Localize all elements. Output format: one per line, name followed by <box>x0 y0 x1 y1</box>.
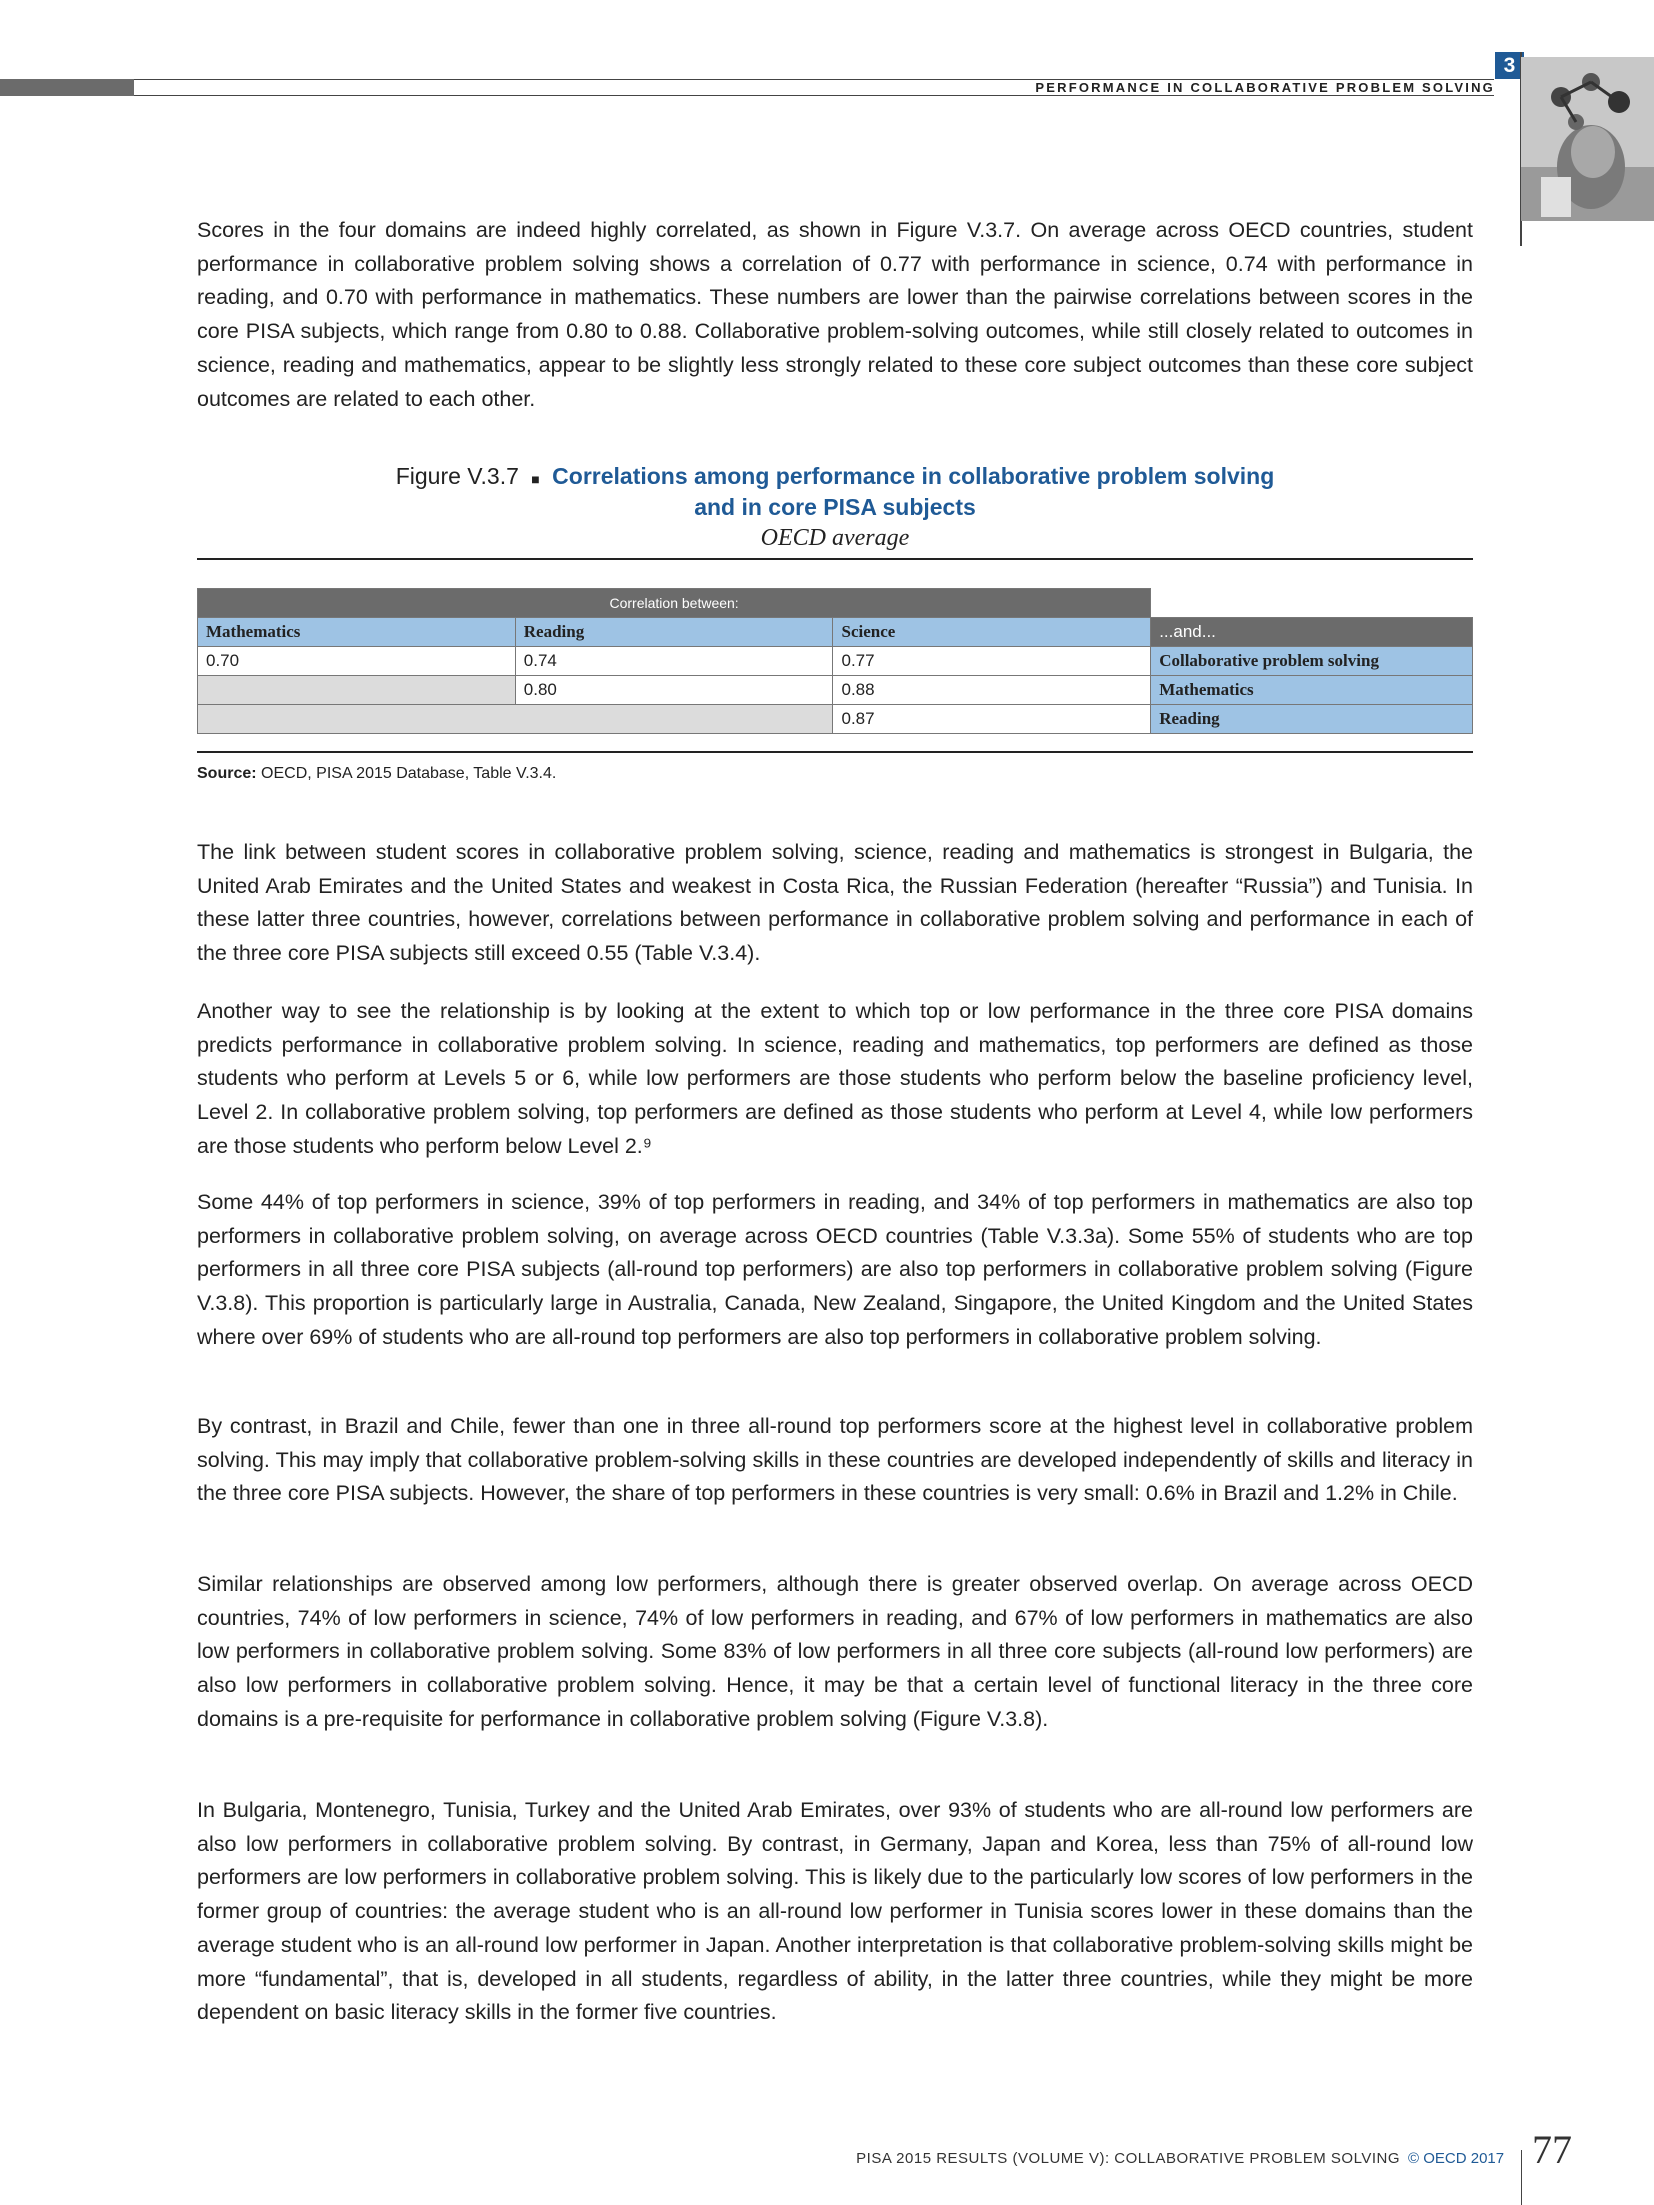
cell-value: 0.77 <box>833 647 1151 676</box>
footer-rule <box>1521 2150 1522 2205</box>
figure-label: Figure V.3.7 <box>395 463 519 489</box>
cell-empty <box>198 676 516 705</box>
running-title: PERFORMANCE IN COLLABORATIVE PROBLEM SOLVING <box>1035 80 1495 95</box>
and-header: ...and... <box>1151 618 1473 647</box>
cell-value: 0.70 <box>198 647 516 676</box>
figure-subtitle: OECD average <box>760 525 910 551</box>
figure-title-line1: Correlations among performance in collaborative problem solving <box>552 463 1275 489</box>
paragraph-4: Some 44% of top performers in science, 39% of top performers in reading, and 34% of top performers in mathematics are also top performers in collaborative problem solving, on average across OECD countries (Table V.3.3a). Some 55% of students who are top performers in all three core PISA subjects (all-round top performers) are also top performers in collaborative problem solving (Figure V.3.8). This proportion is particularly large in Australia, Canada, New Zealand, Singapore, the United Kingdom and the United States where over 69% of students who are all-round top performers are also top performers in collaborative problem solving. <box>197 1190 1473 1349</box>
figure-title-line2: and in core PISA subjects <box>694 494 976 520</box>
footer-publication: PISA 2015 RESULTS (VOLUME V): COLLABORATIVE PROBLEM SOLVING <box>856 2150 1400 2167</box>
figure-title <box>197 462 1473 521</box>
col-header-science: Science <box>833 618 1151 647</box>
paragraph-6: Similar relationships are observed among low performers, although there is greater observed overlap. On average across OECD countries, 74% of low performers in science, 74% of low performers in reading, and 67% of low performers in mathematics are also low performers in collaborative problem solving. Some 83% of low performers in all three core subjects (all-round low performers) are also low performers in collaborative problem solving. Hence, it may be that a certain level of functional literacy in the three core domains is a pre-requisite for performance in collaborative problem solving (Figure V.3.8). <box>197 1572 1473 1731</box>
band-header: Correlation between: <box>198 589 1151 618</box>
cell-value: 0.74 <box>515 647 833 676</box>
correlation-table <box>197 588 1473 734</box>
band-spacer <box>1151 589 1473 618</box>
paragraph-7: In Bulgaria, Montenegro, Tunisia, Turkey and the United Arab Emirates, over 93% of students who are all-round low performers are also low performers in collaborative problem solving. By contrast, in Germany, Japan and Korea, less than 75% of all-round low performers are low performers in collaborative problem solving. This is likely due to the particularly low scores of low performers in the former group of countries: the average student who is an all-round low performer in Tunisia scores lower in these domains than the average student who is an all-round low performer in Japan. Another interpretation is that collaborative problem-solving skills might be more “fundamental”, that is, developed in all students, regardless of ability, in the latter three countries, while they might be more dependent on basic literacy skills in the former five countries. <box>197 1798 1473 2025</box>
row-label: Collaborative problem solving <box>1151 647 1473 676</box>
header-band <box>0 79 134 96</box>
row-label: Mathematics <box>1151 676 1473 705</box>
source-text: OECD, PISA 2015 Database, Table V.3.4. <box>261 765 557 782</box>
table-rule <box>197 751 1473 753</box>
table-row <box>198 647 1473 676</box>
figure-rule <box>197 558 1473 560</box>
col-header-reading: Reading <box>515 618 833 647</box>
row-label: Reading <box>1151 705 1473 734</box>
table-band-row <box>198 589 1473 618</box>
figure-bullet: ■ <box>531 471 540 487</box>
paragraph-1: Scores in the four domains are indeed highly correlated, as shown in Figure V.3.7. On average across OECD countries, student performance in collaborative problem solving shows a correlation of 0.77 with performance in science, 0.74 with performance in reading, and 0.70 with performance in mathematics. These numbers are lower than the pairwise correlations between scores in the core PISA subjects, which range from 0.80 to 0.88. Collaborative problem-solving outcomes, while still closely related to outcomes in science, reading and mathematics, appear to be slightly less strongly related to these core subject outcomes than these core subject outcomes are related to each other. <box>197 218 1473 411</box>
table-row <box>198 705 1473 734</box>
cell-value: 0.88 <box>833 676 1151 705</box>
paragraph-3: Another way to see the relationship is by looking at the extent to which top or low performance in the three core PISA domains predicts performance in collaborative problem solving. In science, reading and mathematics, top performers are defined as those students who perform at Levels 5 or 6, while low performers are those students who perform below the baseline proficiency level, Level 2. In collaborative problem solving, top performers are defined as those students who perform at Level 4, while low performers are those students who perform below Level 2.⁹ <box>197 999 1473 1158</box>
cell-value: 0.80 <box>515 676 833 705</box>
table-row <box>198 676 1473 705</box>
figure-source <box>197 765 556 783</box>
page-number: 77 <box>1532 2127 1572 2172</box>
source-label: Source: <box>197 765 257 782</box>
footer-copyright: © OECD 2017 <box>1408 2150 1505 2167</box>
cell-empty <box>198 705 833 734</box>
chapter-photo <box>1521 57 1654 221</box>
cell-value: 0.87 <box>833 705 1151 734</box>
paragraph-5: By contrast, in Brazil and Chile, fewer than one in three all-round top performers score at the highest level in collaborative problem solving. This may imply that collaborative problem-solving skills in these countries are developed independently of skills and literacy in the three core PISA subjects. However, the share of top performers in these countries is very small: 0.6% in Brazil and 1.2% in Chile. <box>197 1414 1473 1506</box>
col-header-mathematics: Mathematics <box>198 618 516 647</box>
chapter-number: 3 <box>1495 52 1524 79</box>
header-rule-bottom <box>134 95 1494 96</box>
paragraph-2: The link between student scores in collaborative problem solving, science, reading and mathematics is strongest in Bulgaria, the United Arab Emirates and the United States and weakest in Costa Rica, the Russian Federation (hereafter “Russia”) and Tunisia. In these latter three countries, however, correlations between performance in collaborative problem solving and performance in each of the three core PISA subjects still exceed 0.55 (Table V.3.4). <box>197 840 1473 966</box>
table-header-row <box>198 618 1473 647</box>
